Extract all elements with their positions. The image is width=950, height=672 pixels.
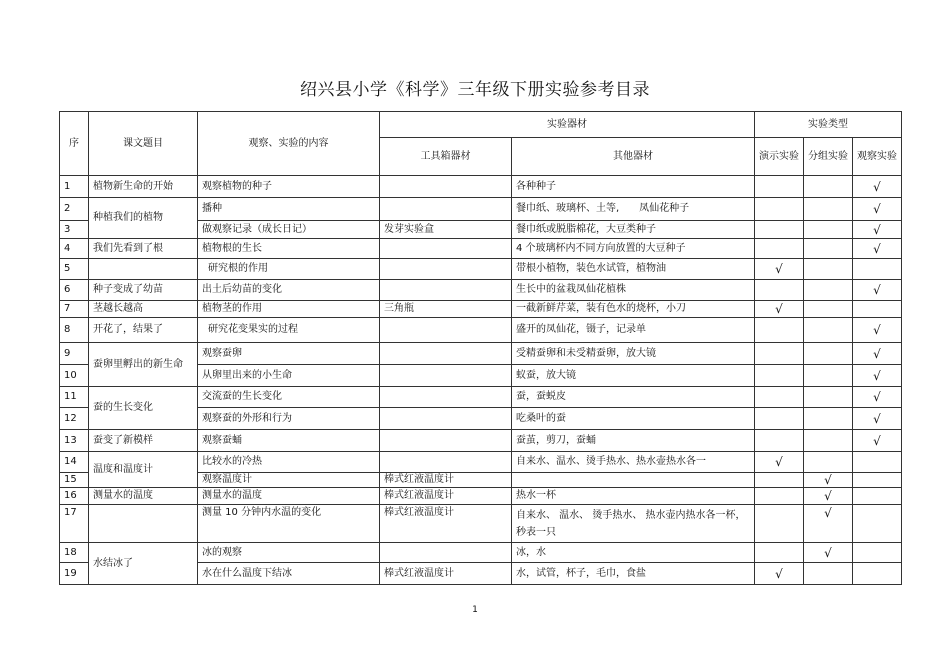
toolbox-cell bbox=[380, 430, 512, 452]
other-cell: 4 个玻璃杯内不同方向放置的大豆种子 bbox=[512, 239, 755, 259]
observe-cell: √ bbox=[853, 343, 902, 365]
toolbox-cell bbox=[380, 176, 512, 198]
seq-cell: 13 bbox=[60, 430, 89, 452]
table-row bbox=[60, 318, 902, 343]
other-cell: 带根小植物，装色水试管，植物油 bbox=[512, 259, 755, 280]
table-row bbox=[60, 176, 902, 198]
content-cell: 从卵里出来的小生命 bbox=[198, 365, 380, 387]
table-row bbox=[60, 543, 902, 563]
table-row bbox=[60, 280, 902, 301]
lesson-cell: 水结冰了 bbox=[89, 543, 198, 585]
observe-cell bbox=[853, 259, 902, 280]
toolbox-cell: 三角瓶 bbox=[380, 301, 512, 318]
seq-cell: 9 bbox=[60, 343, 89, 365]
other-cell: 盛开的凤仙花，镊子，记录单 bbox=[512, 318, 755, 343]
seq-cell: 3 bbox=[60, 221, 89, 239]
seq-cell: 8 bbox=[60, 318, 89, 343]
toolbox-cell bbox=[380, 280, 512, 301]
table-row bbox=[60, 259, 902, 280]
group-cell bbox=[804, 221, 853, 239]
other-cell: 餐巾纸、玻璃杯、土等, 凤仙花种子 bbox=[512, 198, 755, 221]
toolbox-cell bbox=[380, 318, 512, 343]
toolbox-cell bbox=[380, 387, 512, 408]
group-cell bbox=[804, 301, 853, 318]
demo-cell bbox=[755, 239, 804, 259]
header-content: 观察、实验的内容 bbox=[198, 112, 380, 176]
other-cell: 水，试管，杯子，毛巾，食盐 bbox=[512, 563, 755, 585]
toolbox-cell: 棒式红液温度计 bbox=[380, 488, 512, 505]
content-cell: 观察温度计 bbox=[198, 473, 380, 488]
demo-cell bbox=[755, 505, 804, 543]
toolbox-cell bbox=[380, 365, 512, 387]
observe-cell bbox=[853, 543, 902, 563]
content-cell: 水在什么温度下结冰 bbox=[198, 563, 380, 585]
demo-cell bbox=[755, 430, 804, 452]
lesson-cell: 植物新生命的开始 bbox=[89, 176, 198, 198]
demo-cell bbox=[755, 473, 804, 488]
seq-cell: 5 bbox=[60, 259, 89, 280]
group-cell: √ bbox=[804, 505, 853, 543]
toolbox-cell bbox=[380, 452, 512, 473]
lesson-cell: 茎越长越高 bbox=[89, 301, 198, 318]
other-cell: 蚕，蚕蜕皮 bbox=[512, 387, 755, 408]
group-cell: √ bbox=[804, 488, 853, 505]
table-row bbox=[60, 505, 902, 543]
observe-cell bbox=[853, 452, 902, 473]
observe-cell bbox=[853, 473, 902, 488]
toolbox-cell bbox=[380, 408, 512, 430]
other-cell: 吃桑叶的蚕 bbox=[512, 408, 755, 430]
demo-cell bbox=[755, 365, 804, 387]
demo-cell bbox=[755, 387, 804, 408]
demo-cell bbox=[755, 543, 804, 563]
group-cell bbox=[804, 239, 853, 259]
header-observe: 观察实验 bbox=[853, 138, 902, 176]
other-cell: 各种种子 bbox=[512, 176, 755, 198]
observe-cell: √ bbox=[853, 239, 902, 259]
observe-cell: √ bbox=[853, 430, 902, 452]
header-exp-type: 实验类型 bbox=[755, 112, 902, 138]
observe-cell: √ bbox=[853, 387, 902, 408]
other-cell: 餐巾纸或脱脂棉花，大豆类种子 bbox=[512, 221, 755, 239]
content-cell: 测量 10 分钟内水温的变化 bbox=[198, 505, 380, 543]
table-row bbox=[60, 301, 902, 318]
other-cell: 一截新鲜芹菜，装有色水的烧杯，小刀 bbox=[512, 301, 755, 318]
demo-cell: √ bbox=[755, 301, 804, 318]
observe-cell bbox=[853, 488, 902, 505]
group-cell bbox=[804, 430, 853, 452]
seq-cell: 1 bbox=[60, 176, 89, 198]
header-lesson: 课文题目 bbox=[89, 112, 198, 176]
lesson-cell: 我们先看到了根 bbox=[89, 239, 198, 259]
observe-cell: √ bbox=[853, 318, 902, 343]
header-other: 其他器材 bbox=[512, 138, 755, 176]
content-cell: 观察植物的种子 bbox=[198, 176, 380, 198]
observe-cell: √ bbox=[853, 198, 902, 221]
observe-cell bbox=[853, 301, 902, 318]
other-cell bbox=[512, 473, 755, 488]
content-cell: 播种 bbox=[198, 198, 380, 221]
header-seq: 序 bbox=[60, 112, 89, 176]
group-cell bbox=[804, 365, 853, 387]
group-cell bbox=[804, 176, 853, 198]
content-cell: 比较水的冷热 bbox=[198, 452, 380, 473]
demo-cell bbox=[755, 176, 804, 198]
toolbox-cell bbox=[380, 239, 512, 259]
content-cell: 交流蚕的生长变化 bbox=[198, 387, 380, 408]
toolbox-cell bbox=[380, 198, 512, 221]
demo-cell bbox=[755, 343, 804, 365]
demo-cell bbox=[755, 408, 804, 430]
group-cell bbox=[804, 387, 853, 408]
demo-cell bbox=[755, 221, 804, 239]
other-cell: 热水一杯 bbox=[512, 488, 755, 505]
seq-cell: 12 bbox=[60, 408, 89, 430]
page-number: 1 bbox=[472, 605, 478, 615]
seq-cell: 2 bbox=[60, 198, 89, 221]
lesson-cell: 蚕变了新模样 bbox=[89, 430, 198, 452]
group-cell bbox=[804, 452, 853, 473]
seq-cell: 17 bbox=[60, 505, 89, 543]
toolbox-cell bbox=[380, 543, 512, 563]
demo-cell: √ bbox=[755, 452, 804, 473]
seq-cell: 4 bbox=[60, 239, 89, 259]
content-cell: 出土后幼苗的变化 bbox=[198, 280, 380, 301]
header-group: 分组实验 bbox=[804, 138, 853, 176]
content-cell: 植物根的生长 bbox=[198, 239, 380, 259]
seq-cell: 18 bbox=[60, 543, 89, 563]
table-row bbox=[60, 430, 902, 452]
content-cell: 观察蚕蛹 bbox=[198, 430, 380, 452]
other-cell: 蚁蚕，放大镜 bbox=[512, 365, 755, 387]
group-cell: √ bbox=[804, 543, 853, 563]
lesson-cell bbox=[89, 259, 198, 280]
page-title: 绍兴县小学《科学》三年级下册实验参考目录 bbox=[300, 80, 650, 100]
group-cell bbox=[804, 198, 853, 221]
demo-cell bbox=[755, 488, 804, 505]
toolbox-cell: 棒式红液温度计 bbox=[380, 563, 512, 585]
content-cell: 观察蚕卵 bbox=[198, 343, 380, 365]
toolbox-cell: 棒式红液温度计 bbox=[380, 473, 512, 488]
demo-cell: √ bbox=[755, 259, 804, 280]
seq-cell: 19 bbox=[60, 563, 89, 585]
table-row bbox=[60, 488, 902, 505]
header-equipment: 实验器材 bbox=[380, 112, 755, 138]
group-cell bbox=[804, 318, 853, 343]
content-cell: 做观察记录（成长日记） bbox=[198, 221, 380, 239]
toolbox-cell: 发芽实验盒 bbox=[380, 221, 512, 239]
group-cell bbox=[804, 563, 853, 585]
demo-cell: √ bbox=[755, 563, 804, 585]
seq-cell: 10 bbox=[60, 365, 89, 387]
observe-cell: √ bbox=[853, 408, 902, 430]
table-row bbox=[60, 343, 902, 365]
content-cell: 冰的观察 bbox=[198, 543, 380, 563]
group-cell bbox=[804, 280, 853, 301]
seq-cell: 14 bbox=[60, 452, 89, 473]
header-demo: 演示实验 bbox=[755, 138, 804, 176]
table-row bbox=[60, 198, 902, 221]
content-cell: 研究根的作用 bbox=[198, 259, 380, 280]
lesson-cell: 蚕卵里孵出的新生命 bbox=[89, 343, 198, 387]
group-cell bbox=[804, 343, 853, 365]
other-cell: 蚕茧，剪刀，蚕蛹 bbox=[512, 430, 755, 452]
lesson-cell: 种子变成了幼苗 bbox=[89, 280, 198, 301]
observe-cell: √ bbox=[853, 221, 902, 239]
toolbox-cell: 棒式红液温度计 bbox=[380, 505, 512, 543]
content-cell: 测量水的温度 bbox=[198, 488, 380, 505]
toolbox-cell bbox=[380, 343, 512, 365]
other-cell: 自来水、 温水、 烫手热水、 热水壶内热水各一杯，秒表一只 bbox=[512, 505, 755, 543]
lesson-cell: 种植我们的植物 bbox=[89, 198, 198, 239]
lesson-cell: 开花了，结果了 bbox=[89, 318, 198, 343]
header-toolbox: 工具箱器材 bbox=[380, 138, 512, 176]
other-cell: 冰，水 bbox=[512, 543, 755, 563]
observe-cell bbox=[853, 505, 902, 543]
content-cell: 植物茎的作用 bbox=[198, 301, 380, 318]
observe-cell: √ bbox=[853, 280, 902, 301]
seq-cell: 16 bbox=[60, 488, 89, 505]
seq-cell: 6 bbox=[60, 280, 89, 301]
observe-cell bbox=[853, 563, 902, 585]
table-row bbox=[60, 452, 902, 473]
seq-cell: 15 bbox=[60, 473, 89, 488]
content-cell: 研究花变果实的过程 bbox=[198, 318, 380, 343]
seq-cell: 7 bbox=[60, 301, 89, 318]
group-cell bbox=[804, 408, 853, 430]
lesson-cell: 测量水的温度 bbox=[89, 488, 198, 505]
other-cell: 自来水、温水、烫手热水、热水壶热水各一 bbox=[512, 452, 755, 473]
content-cell: 观察蚕的外形和行为 bbox=[198, 408, 380, 430]
observe-cell: √ bbox=[853, 365, 902, 387]
lesson-cell bbox=[89, 505, 198, 543]
demo-cell bbox=[755, 318, 804, 343]
toolbox-cell bbox=[380, 259, 512, 280]
lesson-cell: 温度和温度计 bbox=[89, 452, 198, 488]
demo-cell bbox=[755, 198, 804, 221]
other-cell: 生长中的盆栽凤仙花植株 bbox=[512, 280, 755, 301]
other-cell: 受精蚕卵和未受精蚕卵，放大镜 bbox=[512, 343, 755, 365]
group-cell bbox=[804, 259, 853, 280]
seq-cell: 11 bbox=[60, 387, 89, 408]
demo-cell bbox=[755, 280, 804, 301]
table-row bbox=[60, 387, 902, 408]
experiment-table bbox=[59, 111, 902, 585]
group-cell: √ bbox=[804, 473, 853, 488]
observe-cell: √ bbox=[853, 176, 902, 198]
table-row bbox=[60, 239, 902, 259]
lesson-cell: 蚕的生长变化 bbox=[89, 387, 198, 430]
